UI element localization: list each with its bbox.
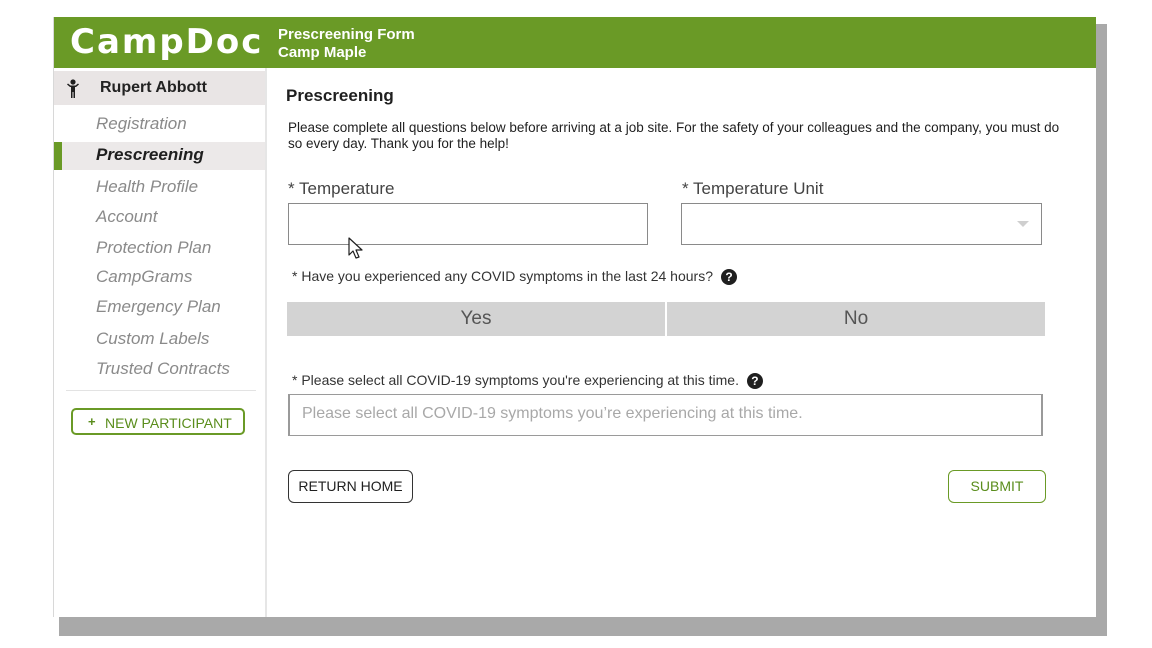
yes-button[interactable]: Yes (287, 302, 665, 336)
sidebar-item-account[interactable] (54, 204, 265, 232)
participant-header[interactable] (54, 71, 265, 105)
new-participant-button[interactable] (71, 408, 245, 435)
no-button[interactable]: No (667, 302, 1045, 336)
plus-icon: + (88, 414, 96, 429)
sidebar-item-label: Account (96, 207, 158, 226)
symptoms-question-text: * Please select all COVID-19 symptoms you're experiencing at this time. (292, 372, 739, 388)
sidebar-item-health-profile[interactable] (54, 174, 265, 202)
covid-symptoms-question (292, 268, 737, 285)
sidebar-item-label: Prescreening (96, 145, 204, 164)
campdoc-logo[interactable]: CampDoc (70, 22, 264, 62)
active-indicator (54, 142, 62, 170)
sidebar-item-prescreening[interactable] (54, 142, 265, 170)
intro-text: Please complete all questions below before arriving at a job site. For the safety of your colleagues and the company, you must do so every day. Thank you for the help! (288, 120, 1060, 151)
sidebar-item-label: Emergency Plan (96, 297, 221, 316)
form-title: Prescreening Form (278, 26, 415, 43)
new-participant-label: NEW PARTICIPANT (105, 415, 232, 431)
top-bar (54, 17, 1096, 68)
sidebar-item-label: CampGrams (96, 267, 193, 286)
sidebar-divider (66, 390, 256, 391)
submit-button[interactable]: SUBMIT (948, 470, 1046, 503)
person-icon (66, 79, 80, 99)
help-icon[interactable]: ? (747, 373, 763, 389)
sidebar-item-label: Trusted Contracts (96, 359, 230, 378)
sidebar-item-campgrams[interactable] (54, 264, 265, 292)
participant-name: Rupert Abbott (100, 79, 207, 96)
sidebar-item-label: Protection Plan (96, 238, 212, 257)
sidebar-item-protection-plan[interactable] (54, 235, 265, 263)
sidebar-item-label: Registration (96, 114, 187, 133)
help-icon[interactable]: ? (721, 269, 737, 285)
camp-name: Camp Maple (278, 44, 367, 61)
sidebar-item-custom-labels[interactable] (54, 326, 265, 354)
covid-question-text: * Have you experienced any COVID symptoms in the last 24 hours? (292, 268, 713, 284)
mouse-cursor-icon (348, 237, 366, 261)
temperature-unit-select[interactable] (681, 203, 1042, 245)
temperature-input[interactable] (288, 203, 648, 245)
symptoms-select[interactable] (288, 394, 1043, 436)
chevron-down-icon (1017, 221, 1029, 227)
sidebar-item-emergency-plan[interactable] (54, 294, 265, 322)
sidebar-item-label: Health Profile (96, 177, 199, 196)
sidebar-item-label: Custom Labels (96, 329, 210, 348)
sidebar (54, 68, 267, 617)
symptoms-placeholder: Please select all COVID-19 symptoms you’re experiencing at this time. (302, 405, 803, 422)
sidebar-item-trusted-contracts[interactable] (54, 356, 265, 384)
symptoms-question (292, 372, 763, 389)
page-title: Prescreening (286, 86, 394, 105)
temperature-label: * Temperature (288, 179, 395, 198)
return-home-button[interactable]: RETURN HOME (288, 470, 413, 503)
sidebar-item-registration[interactable] (54, 111, 265, 139)
temperature-unit-label: * Temperature Unit (682, 179, 824, 198)
app-window (53, 17, 1096, 617)
